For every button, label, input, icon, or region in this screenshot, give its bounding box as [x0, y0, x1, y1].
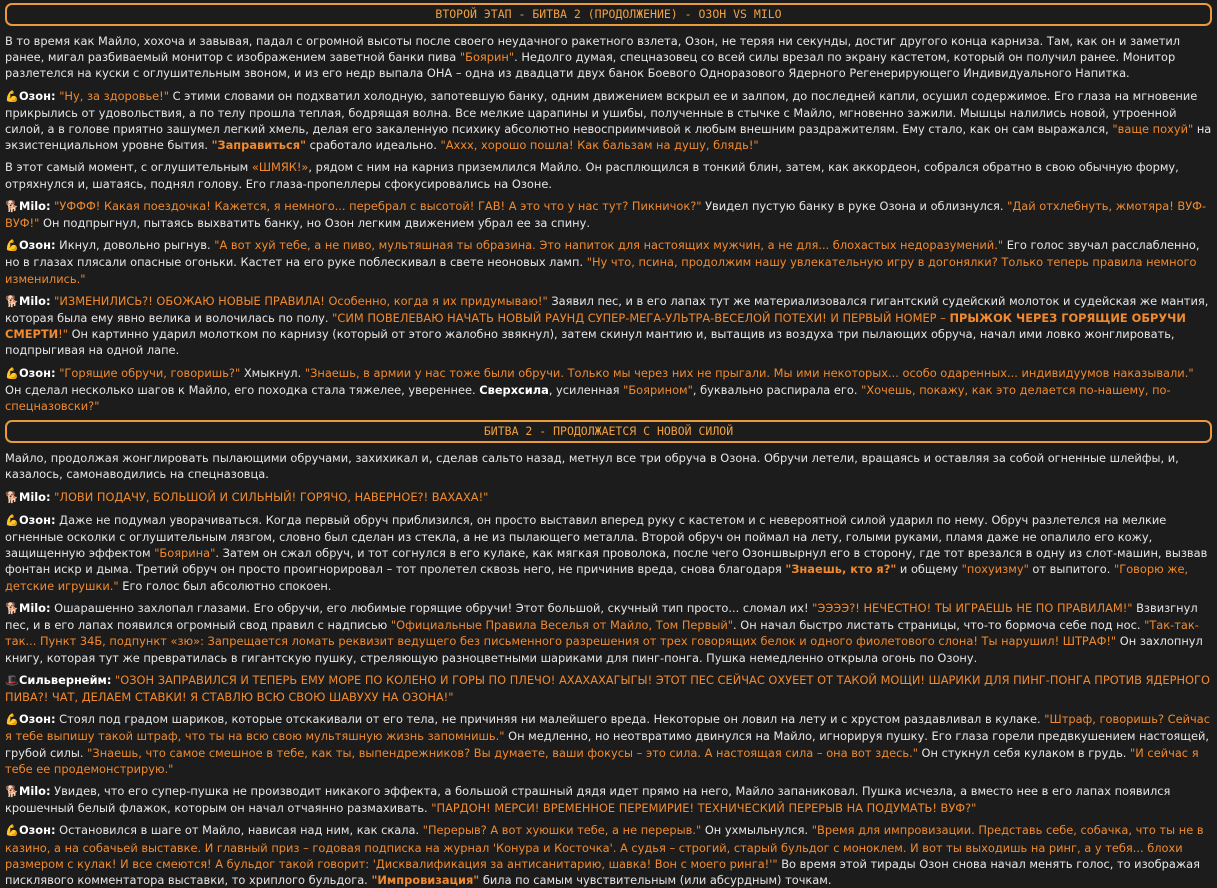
- narration-paragraph: [5, 159, 1212, 191]
- quote-bold: "Импровизация": [371, 872, 480, 887]
- milo-message: [5, 783, 1212, 816]
- speaker-name: Озон:: [19, 238, 56, 253]
- speaker-name: Milo:: [19, 198, 51, 213]
- speaker-name: Озон:: [19, 712, 56, 727]
- text: Стоял под градом шариков, которые отскакивали от его тела, не причиняя ни малейшего вреда. Некоторые он ловил на лету и с хрустом раздавливал в кулаке.: [55, 712, 1045, 727]
- text: Ошарашенно захлопал глазами. Его обручи, его любимые горящие обручи! Этот большой, скучный тип просто... сломал их!: [50, 600, 813, 615]
- quote: "Официальные Правила Веселья от Майло, Том Первый": [390, 618, 734, 633]
- speaker-name: Milo:: [19, 783, 51, 798]
- flexed-biceps-icon: 💪: [5, 713, 19, 727]
- bold-text: Сверхсила: [479, 382, 549, 397]
- quote: "Горящие обручи, говоришь?": [59, 365, 241, 380]
- quote: "ОЗОН ЗАПРАВИЛСЯ И ТЕПЕРЬ ЕМУ МОРЕ ПО КОЛЕНО И ГОРЫ ПО ПЛЕЧО! АХАХАХАГЫГЫ! ЭТОТ ПЕС СЕЙЧАС ОХУЕЕТ ОТ ТАКОЙ МОЩИ! ШАРИКИ ДЛЯ ПИНГ-ПОНГА ПРОТИВ ЯДЕРНОГО ПИВА?! ЧАТ, ДЕЛАЕМ СТАВКИ! Я СТАВЛЮ ВСЮ СВОЮ ШАВУХУ НА ОЗОНА!": [5, 672, 1210, 704]
- quote: «ШМЯК!»: [251, 160, 309, 175]
- quote: "И сейчас я тебе ее продемонстрирую.": [5, 745, 1199, 776]
- quote: "Так-так-так... Пункт 34Б, подпункт «зю»: Запрещается ломать реквизит ведущего без письменного разрешения от трех говорящих белок и одного фиолетового слона! Ты нарушил! ШТРАФ!": [5, 618, 1199, 649]
- text: от выпитого.: [1028, 562, 1115, 577]
- text: Он сделал несколько шагов к Майло, его походка стала тяжелее, увереннее.: [5, 382, 480, 397]
- dog-icon: 🐕: [5, 490, 19, 504]
- ozon-message: [5, 711, 1212, 777]
- flexed-biceps-icon: 💪: [5, 239, 19, 253]
- quote: "Боярина": [154, 546, 216, 561]
- text: Остановился в шаге от Майло, нависая над ним, как скала.: [55, 823, 423, 838]
- quote: "Знаешь, в армии у нас тоже были обручи. Только мы через них не прыгали. Мы ими некоторых... особо одаренных... индивидуумов наказывали.": [304, 365, 1194, 380]
- text: В то время как Майло, хохоча и завывая, падал с огромной высоты после своего неудачного ракетного взлета, Озон, не теряя ни секунды, достиг другого конца карниза. Там, как он и заметил ранее, мигал разбиваемый монитор с изображением заветной банки пива: [5, 34, 1181, 65]
- dog-icon: 🐕: [5, 199, 19, 213]
- text: Взвизгнул пес, и в его лапах появился огромный свод правил с надписью: [5, 600, 1198, 633]
- dog-icon: 🐕: [5, 294, 19, 308]
- quote: "ЛОВИ ПОДАЧУ, БОЛЬШОЙ И СИЛЬНЫЙ! ГОРЯЧО, НАВЕРНОЕ?! ВАХАХА!": [54, 489, 489, 504]
- text: Заявил пес, и в его лапах тут же материализовался гигантский судейский молоток и судейская же мантия, которая была ему явно велика и волочилась по полу.: [5, 293, 1209, 326]
- text: Увидел пустую банку в руке Озона и облизнулся.: [701, 198, 1008, 213]
- text: Он ухмыльнулся.: [701, 823, 812, 838]
- text: , рядом с ним на карниз приземлился Майло. Он расплющился в тонкий блин, затем, как аккордеон, собрался обратно в свою обычную форму, отряхнулся и, шатаясь, поднял голову. Его глаза-пропеллеры сфокусировались на Озоне.: [5, 160, 1179, 191]
- quote: "Перерыв? А вот хуюшки тебе, а не перерыв.": [422, 823, 702, 838]
- text: Он медленно, но неотвратимо двинулся на Майло, игнорируя пушку. Его глаза горели предвкушением настоящей, грубой силы.: [5, 729, 1210, 760]
- ozon-message: [5, 237, 1212, 287]
- quote: "Знаешь, что самое смешное в тебе, как ты, выпендрежников? Вы думаете, ваши фокусы – это сила. А настоящая сила – она вот здесь.": [87, 745, 918, 760]
- text: С этими словами он подхватил холодную, запотевшую банку, одним движением вскрыл ее и залпом, до последней капли, осушил содержимое. Его глаза на мгновение прикрылись от удовольствия, а по телу прошла теплая, бодрящая волна. Все мелкие царапины и ушибы, полученные в стычке с Майло, мгновенно зажили. Мышцы налились новой, утроенной силой, а в голове приятно зашумел легкий хмель, делая его закаленную психику абсолютно невосприимчивой к любым внешним раздражителям. Ему стало, как он сам выражался,: [5, 88, 1198, 137]
- text: В этот самый момент, с оглушительным: [5, 160, 252, 175]
- speaker-name: Озон:: [19, 512, 56, 527]
- ozon-message: [5, 822, 1212, 888]
- text: . Затем он сжал обруч, и тот согнулся в его кулаке, как мягкая проволока, после чего Озоншвырнул его в сторону, где тот врезался в одну из слот-машин, вызвав фонтан искр и дыма. Третий обруч он просто проигнорировал – тот пролетел сквозь него, не причинив вреда, снова благодаря: [5, 546, 1208, 577]
- quote: "ИЗМЕНИЛИСЬ?! ОБОЖАЮ НОВЫЕ ПРАВИЛА! Особенно, когда я их придумываю!": [54, 293, 548, 308]
- quote: "А вот хуй тебе, а не пиво, мультяшная ты образина. Это напиток для настоящих мужчин, а не для... блохастых недоразумений.": [214, 238, 1004, 253]
- flexed-biceps-icon: 💪: [5, 513, 19, 527]
- text: Во время этой тирады Озон снова начал менять голос, то изображая писклявого комментатора выставки, то хриплого бульдога.: [5, 856, 1200, 887]
- milo-message: [5, 198, 1212, 231]
- quote: "Время для импровизации. Представь себе, собачка, что ты не в казино, а на собачьей выставке. И главный приз – годовая подписка на журнал 'Конура и Косточка'. А судья – строгий, старый бульдог с моноклем. И вот ты выходишь на ринг, а у тебя... блохи размером с кулак! И все смеются! А бульдог такой говорит: 'Дисквалификация за антисанитарию, шавка! Вон с моего ринга!'": [5, 823, 1204, 871]
- speaker-name: Озон:: [19, 88, 56, 103]
- narration-paragraph: Майло, продолжая жонглировать пылающими обручами, захихикал и, сделав сальто назад, метнул все три обруча в Озона. Обручи летели, вращаясь и оставляя за собой огненные шлейфы, и, казалось, самонаводились на спецназовца.: [5, 451, 1179, 482]
- quote: "Дай отхлебнуть, жмотяра! ВУФ-ВУФ!": [5, 198, 1207, 231]
- text: , усиленная: [548, 382, 624, 397]
- top-hat-icon: 🎩: [5, 673, 19, 687]
- section-banner-2: БИТВА 2 - ПРОДОЛЖАЕТСЯ С НОВОЙ СИЛОЙ: [5, 420, 1212, 443]
- quote-bold: ПРЫЖОК ЧЕРЕЗ ГОРЯЩИЕ ОБРУЧИ СМЕРТИ: [5, 311, 1186, 342]
- quote: "Ну, за здоровье!": [59, 88, 169, 103]
- text: , буквально распирала его.: [692, 382, 862, 397]
- text: Он стукнул себя кулаком в грудь.: [917, 745, 1131, 760]
- text: Икнул, довольно рыгнув.: [55, 238, 215, 253]
- text: и общему: [896, 562, 962, 577]
- text: на экзистенциальном уровне бытия.: [5, 122, 1212, 153]
- quote: "Говорю же, детские игрушки.": [5, 562, 1189, 593]
- text: Увидев, что его супер-пушка не производит никакого эффекта, а большой страшный дядя идет прямо на него, Майло запаниковал. Пушка исчезла, а вместо нее в его лапах появился крошечный белый флажок, которым он начал отчаянно размахивать.: [5, 783, 1171, 816]
- text: Он картинно ударил молотком по карнизу (который от этого жалобно звякнул), затем скинул мантию и, вытащив из воздуха три пылающих обруча, начал ими ловко жонглировать, подпрыгивая на одной лапе.: [5, 327, 1175, 358]
- quote-bold: "Знаешь, кто я?": [785, 562, 897, 577]
- text: сработало идеально.: [306, 138, 441, 153]
- quote: "УФФФ! Какая поездочка! Кажется, я немного... перебрал с высотой! ГАВ! А это что у нас тут? Пикничок?": [54, 198, 702, 213]
- speaker-name: Milo:: [19, 489, 51, 504]
- text: . Недолго думая, спецназовец со всей силы врезал по экрану кастетом, который он получил ранее. Монитор разлетелся на куски с оглушительным звоном, и из его недр выпала ОНА – одна из двадцати двух банок Боевого Одноразового Ядерного Регенерирующего Индивидуального Напитка.: [5, 50, 1176, 81]
- quote: "Хочешь, покажу, как это делается по-нашему, по-спецназовски?": [5, 382, 1171, 414]
- dog-icon: 🐕: [5, 601, 19, 615]
- text: Его голос звучал расслабленно, но в глазах плясали опасные огоньки. Кастет на его руке поблескивал в свете неоновых ламп.: [5, 238, 1200, 270]
- dog-icon: 🐕: [5, 784, 19, 798]
- quote: "Боярин": [459, 50, 515, 65]
- quote: "СИМ ПОВЕЛЕВАЮ НАЧАТЬ НОВЫЙ РАУНД СУПЕР-МЕГА-УЛЬТРА-ВЕСЕЛОЙ ПОТЕХИ! И ПЕРВЫЙ НОМЕР –: [332, 311, 950, 326]
- speaker-name: Озон:: [19, 365, 56, 380]
- quote: "Аххх, хорошо пошла! Как бальзам на душу, блядь!": [440, 138, 759, 153]
- quote: "похуизму": [961, 562, 1029, 577]
- speaker-name: Milo:: [19, 600, 51, 615]
- text: Он захлопнул книгу, которая тут же превратилась в гигантскую пушку, стреляющую разноцветными шариками для пинг-понга. Пушка немедленно открыла огонь по Озону.: [5, 634, 1203, 665]
- text: Даже не подумал уворачиваться. Когда первый обруч приблизился, он просто выставил вперед руку с кастетом и с невероятной силой ударил по нему. Обруч разлетелся на мелкие огненные осколки с оглушительным лязгом, словно был сделан из стекла, а не из пылающего металла. Второй обруч он поймал на лету, голыми руками, пламя даже не опалило его кожу, защищенную эффектом: [5, 512, 1167, 561]
- section-banner-1: ВТОРОЙ ЭТАП - БИТВА 2 (ПРОДОЛЖЕНИЕ) - ОЗОН VS MILO: [5, 3, 1212, 26]
- flexed-biceps-icon: 💪: [5, 366, 19, 380]
- quote: "Штраф, говоришь? Сейчас я тебе выпишу такой штраф, что ты на всю свою мультяшную жизнь запомнишь.": [5, 712, 1210, 744]
- quote: !": [58, 327, 68, 342]
- milo-message: [5, 489, 1212, 506]
- ozon-message: [5, 365, 1212, 415]
- text: била по самым чувствительным (или абсурдным) точкам.: [479, 872, 832, 887]
- text: Он подпрыгнул, пытаясь выхватить банку, но Озон легким движением убрал ее за спину.: [39, 216, 590, 231]
- narration-paragraph: [5, 33, 1212, 82]
- speaker-name: Озон:: [19, 823, 56, 838]
- speaker-name: Milo:: [19, 293, 51, 308]
- quote: "Боярином": [623, 382, 693, 397]
- text: . Он начал быстро листать страницы, что-то бормоча себе под нос.: [733, 618, 1145, 633]
- text: Хмыкнул.: [240, 365, 305, 380]
- quote: "ваще похуй": [1112, 122, 1194, 137]
- quote: "Ну что, псина, продолжим нашу увлекательную игру в догонялки? Только теперь правила немного изменились.": [5, 255, 1197, 286]
- ozon-message: [5, 88, 1212, 154]
- milo-message: [5, 600, 1212, 666]
- flexed-biceps-icon: 💪: [5, 824, 19, 838]
- milo-message: [5, 293, 1212, 359]
- quote-bold: "Заправиться": [211, 138, 307, 153]
- text: Его голос был абсолютно спокоен.: [118, 578, 332, 593]
- quote: "ПАРДОН! МЕРСИ! ВРЕМЕННОЕ ПЕРЕМИРИЕ! ТЕХНИЧЕСКИЙ ПЕРЕРЫВ НА ПОДУМАТЬ! ВУФ?": [431, 801, 977, 816]
- ozon-message: [5, 512, 1212, 594]
- speaker-name: Сильвернейм:: [19, 672, 112, 687]
- flexed-biceps-icon: 💪: [5, 89, 19, 103]
- quote: "ЭЭЭЭ?! НЕЧЕСТНО! ТЫ ИГРАЕШЬ НЕ ПО ПРАВИЛАМ!": [812, 600, 1133, 615]
- silver-message: [5, 672, 1212, 705]
